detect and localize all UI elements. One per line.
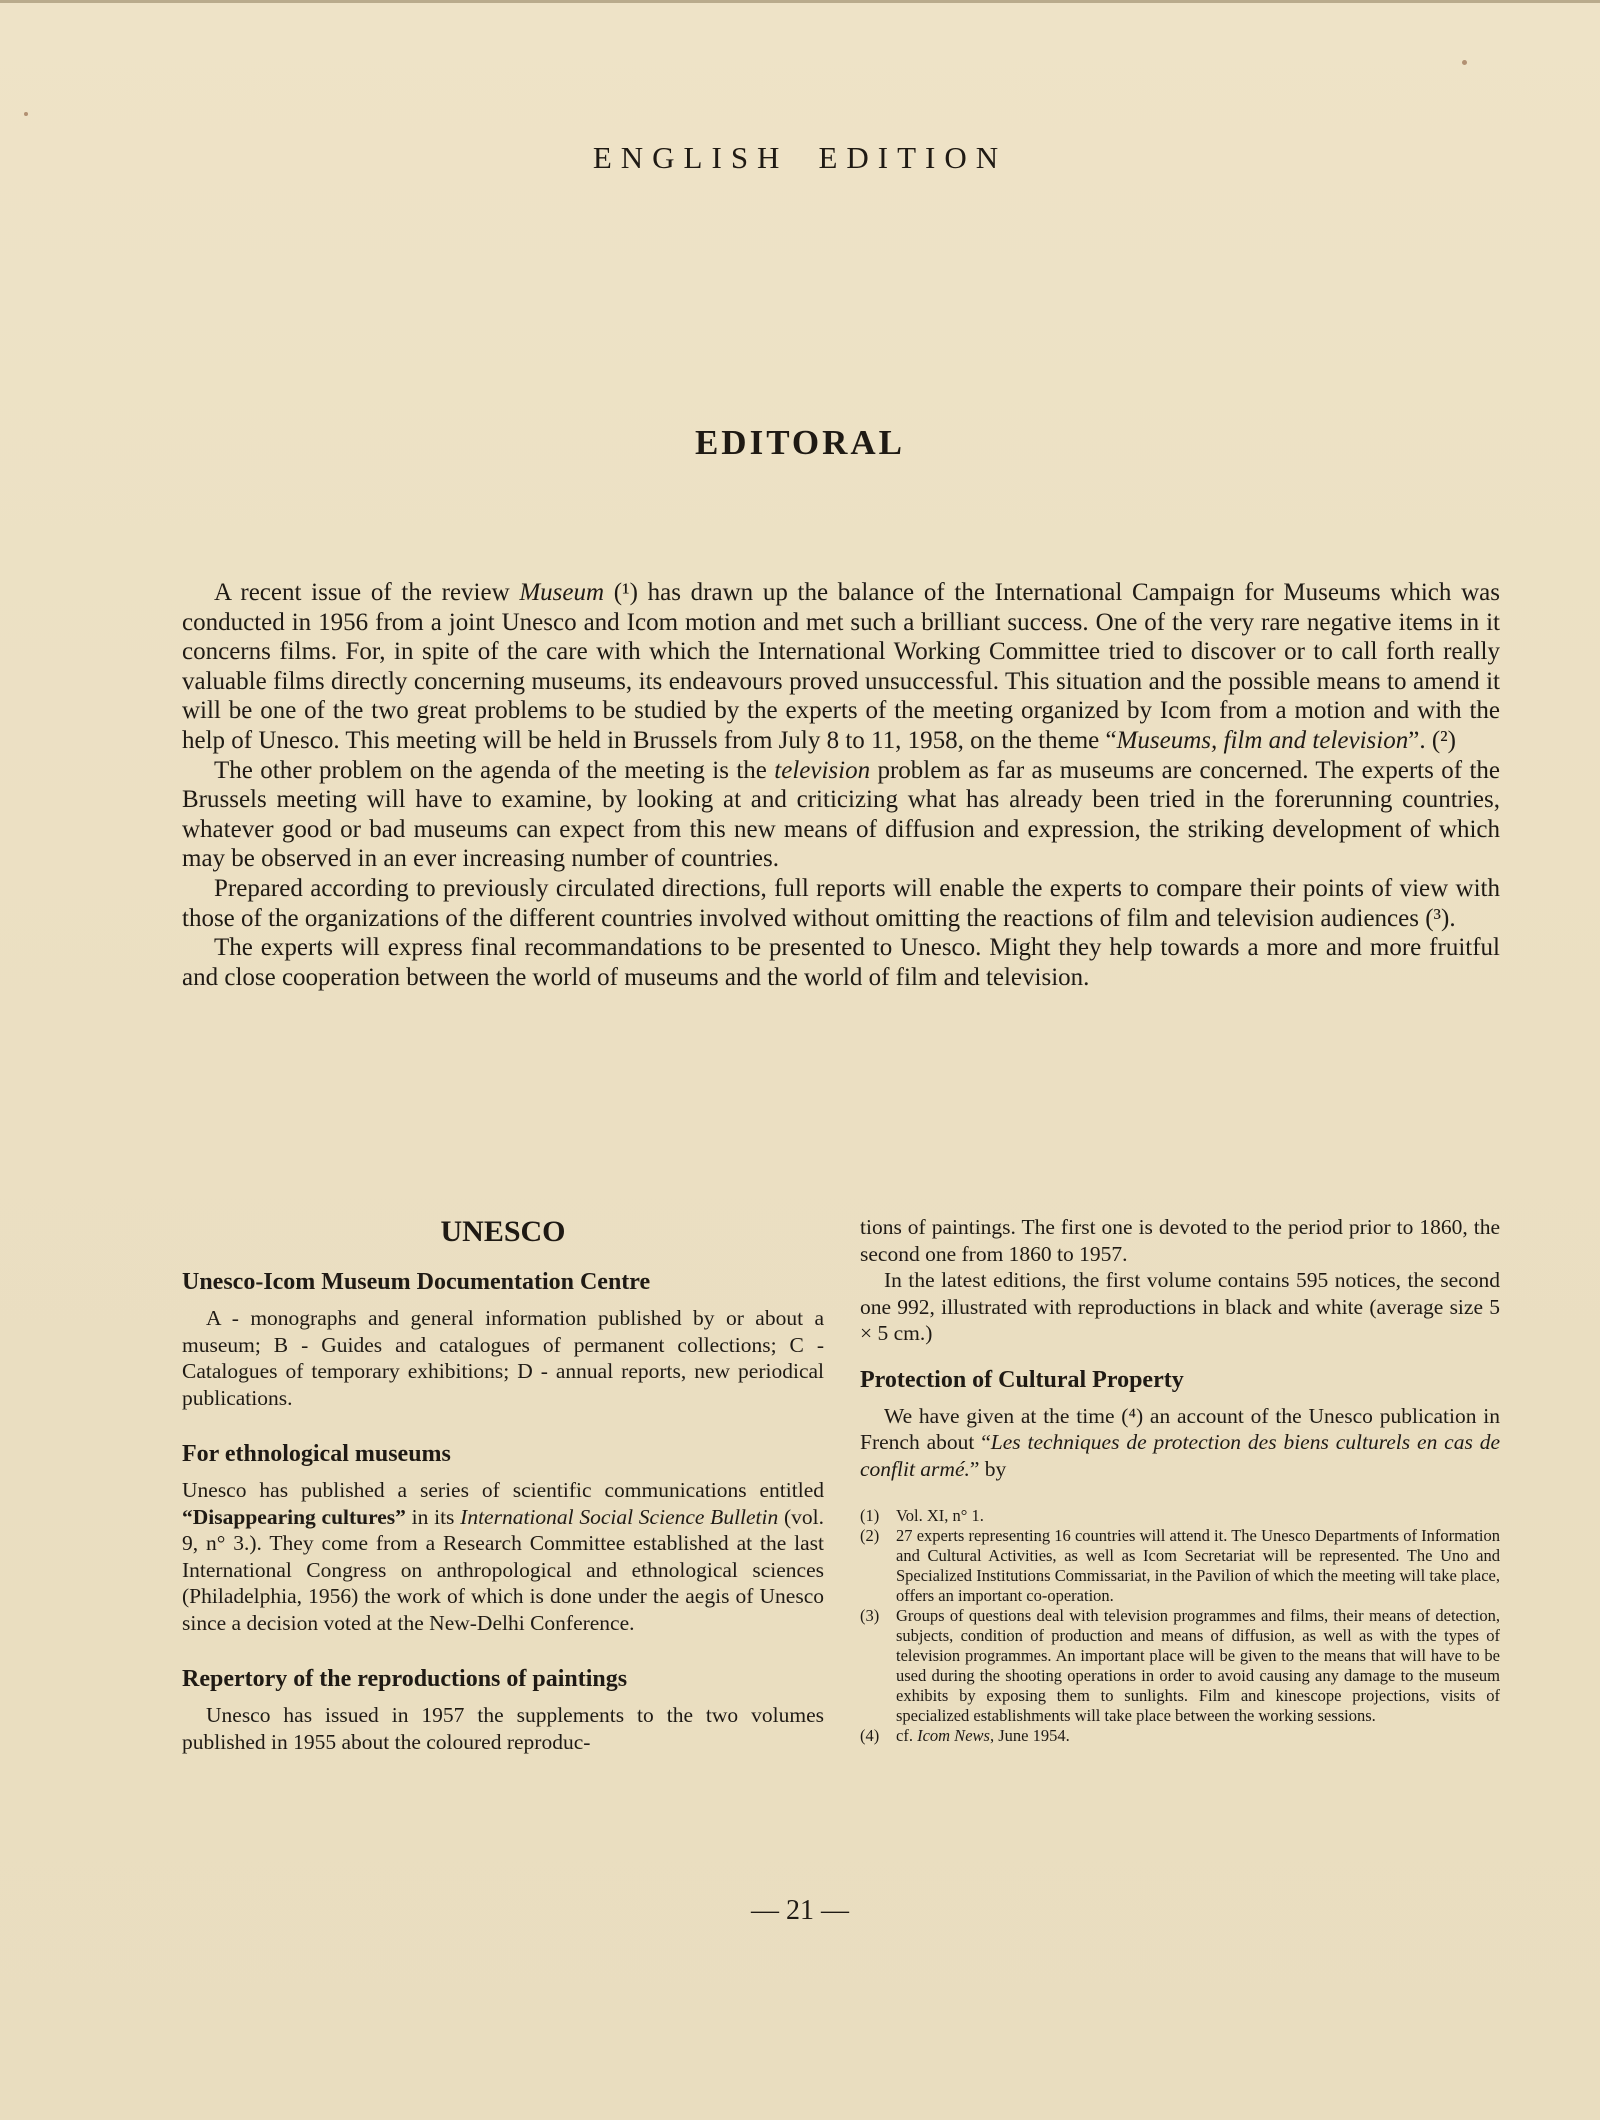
footnote: (1) Vol. XI, n° 1. [860, 1506, 984, 1525]
repertory-text: Unesco has issued in 1957 the supplements to the two volumes published in 1955 about the coloured reproduc- [182, 1703, 824, 1754]
documentation-centre-text: A - monographs and general information published by or about a museum; B - Guides and catalogues of permanent collections; C - Catalogues of temporary exhibitions; D - annual reports, new periodical publications. [182, 1306, 824, 1410]
paper-speck [1462, 60, 1467, 65]
ethnological-heading: For ethnological museums [182, 1441, 451, 1467]
editorial-paragraph-2: The other problem on the agenda of the meeting is the television problem as far as museums are concerned. The experts of the Brussels meeting will have to examine, by looking at and criticizing what has already been tried in the forerunning countries, whatever good or bad museums can expect from this new means of diffusion and expression, the striking development of which may be observed in an ever increasing number of countries. [182, 756, 1500, 873]
top-rule [0, 0, 1600, 3]
editorial-title: EDITORAL [694, 423, 906, 462]
editorial-paragraph-3: Prepared according to previously circulated directions, full reports will enable the experts to compare their points of view with those of the organizations of the different countries involved without omitting the reactions of film and television audiences (³). [182, 874, 1500, 932]
page-number: — 21 — [751, 1895, 849, 1926]
repertory-editions-text: In the latest editions, the first volume contains 595 notices, the second one 992, illustrated with reproductions in black and white (average size 5 × 5 cm.) [860, 1268, 1500, 1345]
protection-text: We have given at the time (⁴) an account of the Unesco publication in French about “Les techniques de protection des biens culturels en cas de conflit armé.” by [860, 1403, 1501, 1481]
repertory-heading: Repertory of the reproductions of paintings [182, 1666, 628, 1692]
protection-heading: Protection of Cultural Property [860, 1366, 1184, 1393]
editorial-body [182, 578, 1500, 992]
editorial-paragraph-1: A recent issue of the review Museum (¹) has drawn up the balance of the International Campaign for Museums which was conducted in 1956 from a joint Unesco and Icom motion and met such a brilliant success. One of the very rare negative items in it concerns films. For, in spite of the care with which the International Working Committee tried to discover or to call forth really valuable films directly concerning museums, its endeavours proved unsuccessful. This situation and the possible means to amend it will be one of the two great problems to be studied by the experts of the meeting organized by Icom from a motion and with the help of Unesco. This meeting will be held in Brussels from July 8 to 11, 1958, on the theme “Museums, film and television”. (²) [182, 579, 1500, 754]
editorial-paragraph-4: The experts will express final recommandations to be presented to Unesco. Might they help towards a more and more fruitful and close cooperation between the world of museums and the world of film and television. [182, 934, 1500, 991]
edition-word-1: ENGLISH [592, 140, 789, 175]
right-column [860, 1214, 1500, 1746]
unesco-title: UNESCO [440, 1215, 566, 1248]
edition-word-2: EDITION [818, 140, 1008, 175]
left-column [182, 1215, 824, 1755]
repertory-text-continued: tions of paintings. The first one is devoted to the period prior to 1860, the second one from 1860 to 1957. [860, 1215, 1500, 1266]
paper-speck [24, 112, 28, 116]
documentation-centre-heading: Unesco-Icom Museum Documentation Centre [182, 1269, 651, 1295]
footnote: (3) Groups of questions deal with television programmes and films, their means of detection, subjects, condition of production and means of diffusion, as well as with the types of television programmes. An important place will be given to the means that will have to be used during the shooting operations in order to avoid causing any damage to the museum exhibits by exposing them to sunlights. Film and kinescope projections, visits of specialized establishments will take place between the working sessions. [860, 1606, 1500, 1725]
footnote: (4) cf. Icom News, June 1954. [860, 1726, 1070, 1745]
footnote: (2) 27 experts representing 16 countries will attend it. The Unesco Departments of Information and Cultural Activities, as well as Icom Secretariat will be represented. The Uno and Specialized Institutions Commissariat, in the Pavilion of which the meeting will take place, offers an important co-operation. [860, 1526, 1500, 1605]
edition-header [0, 140, 1600, 176]
footnotes [860, 1506, 1500, 1746]
ethnological-text: Unesco has published a series of scientific communications entitled “Disappearing cultures” in its International Social Science Bulletin (vol. 9, n° 3.). They come from a Research Committee established at the last International Congress on anthropological and ethnological sciences (Philadelphia, 1956) the work of which is done under the aegis of Unesco since a decision voted at the New-Delhi Conference. [182, 1478, 825, 1635]
